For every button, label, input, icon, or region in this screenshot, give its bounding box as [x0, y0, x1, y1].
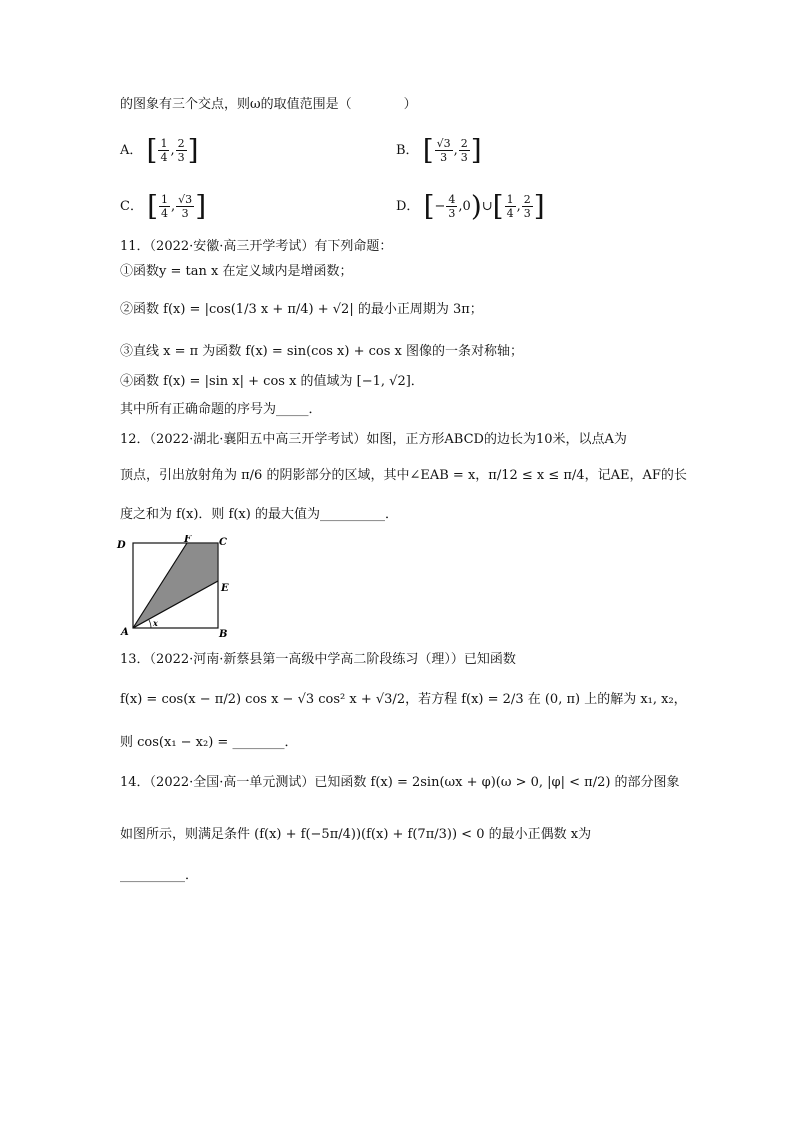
label-x: x — [153, 618, 158, 628]
q11-item-4: ④函数 f(x) = |sin x| + cos x 的值域为 [−1, √2]． — [120, 374, 424, 389]
label-d: D — [117, 540, 126, 551]
q11-header: 11．（2022·安徽·高三开学考试）有下列命题： — [120, 239, 393, 254]
q12-line-1: 12．（2022·湖北·襄阳五中高三开学考试）如图，正方形ABCD的边长为10米，以点A为 — [120, 432, 627, 447]
q12-line-2: 顶点，引出放射角为 π/6 的阴影部分的区域，其中∠EAB = x，π/12 ≤ x ≤ π/4，记AE，AF的长 — [120, 468, 687, 483]
q12-line-3: 度之和为 f(x)．则 f(x) 的最大值为__________． — [120, 507, 398, 522]
q10-tail-text: 的图象有三个交点，则ω的取值范围是（ ） — [120, 97, 417, 112]
q10-option-a: A． [ $\frac{1}{4}$ , $\frac{2}{3}$ ] — [120, 133, 199, 167]
label-c: C — [219, 537, 227, 548]
q13-line-2: f(x) = cos(x − π/2) cos x − √3 cos² x + √3/2，若方程 f(x) = 2/3 在 (0, π) 上的解为 x₁, x₂， — [120, 692, 687, 707]
q10-option-d: D． [− $\frac{4}{3}$ ,0)∪[ $\frac{1}{4}$ , $\frac{2}{3}$ ] — [396, 189, 545, 223]
label-a: A — [121, 627, 129, 638]
shaded-region — [133, 543, 218, 628]
angle-arc — [149, 620, 151, 628]
q11-item-1: ①函数y = tan x 在定义域内是增函数； — [120, 264, 353, 279]
q13-line-3: 则 cos(x₁ − x₂) = ________． — [120, 735, 298, 750]
q10-option-c: C． [ $\frac{1}{4}$ , $\frac{√3}{3}$ ] — [120, 189, 207, 223]
label-b: B — [219, 629, 228, 640]
label-f: F — [184, 535, 192, 545]
q10-option-b: B． [ $\frac{√3}{3}$ , $\frac{2}{3}$ ] — [396, 133, 482, 167]
q14-line-3: __________． — [120, 868, 199, 883]
q11-footer: 其中所有正确命题的序号为_____． — [120, 402, 322, 417]
q12-square-figure — [115, 535, 240, 640]
label-e: E — [221, 583, 229, 594]
q11-item-3: ③直线 x = π 为函数 f(x) = sin(cos x) + cos x 图像的一条对称轴； — [120, 344, 523, 359]
q13-line-1: 13．（2022·河南·新蔡县第一高级中学高二阶段练习（理））已知函数 — [120, 652, 516, 667]
q14-line-2: 如图所示，则满足条件 (f(x) + f(−5π/4))(f(x) + f(7π/3)) < 0 的最小正偶数 x为 — [120, 827, 592, 842]
q14-line-1: 14．（2022·全国·高一单元测试）已知函数 f(x) = 2sin(ωx + φ)(ω > 0, |φ| < π/2) 的部分图象 — [120, 775, 680, 790]
q11-item-2: ②函数 f(x) = |cos(1/3 x + π/4) + √2| 的最小正周期为 3π； — [120, 302, 483, 317]
